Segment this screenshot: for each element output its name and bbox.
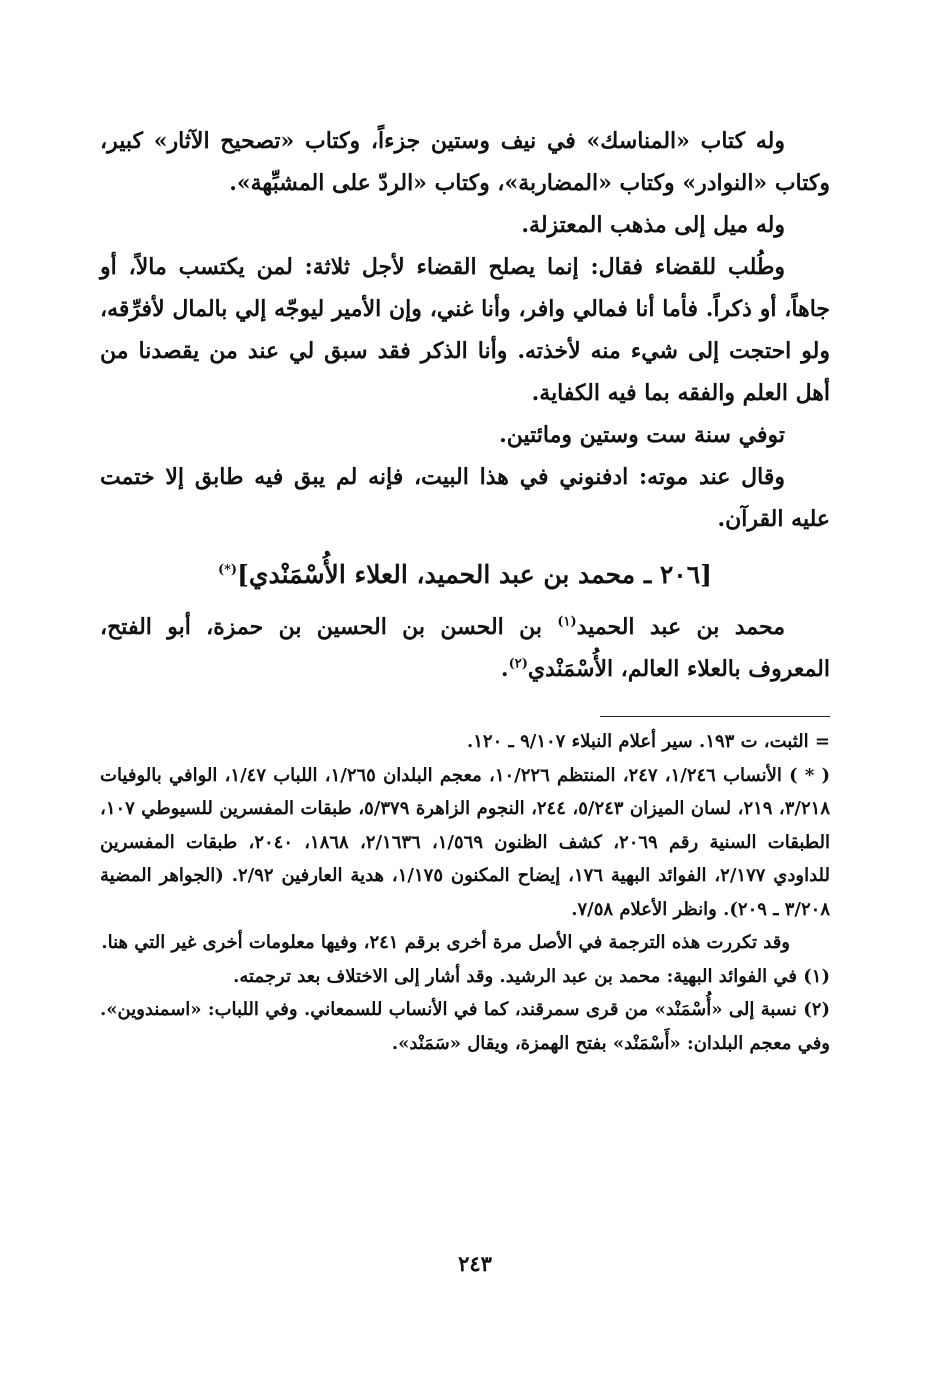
entry-heading-text: [٢٠٦ ـ محمد بن عبد الحميد، العلاء الأُسْمَنْدي] [237, 560, 713, 589]
page-content [100, 120, 830, 1060]
paragraph-books: وله كتاب «المناسك» في نيف وستين جزءاً، وكتاب «تصحيح الآثار» كبير، وكتاب «النوادر» وكتاب «المضاربة»، وكتاب «الردّ على المشبِّهة». [100, 128, 830, 196]
footnote-divider [600, 716, 830, 717]
footnote-1: (١) في الفوائد البهية: محمد بن عبد الرشيد. وقد أشار إلى الاختلاف بعد ترجمته. [233, 965, 830, 987]
paragraph-judgeship: وطُلب للقضاء فقال: إنما يصلح القضاء لأجل ثلاثة: لمن يكتسب مالاً، أو جاهاً، أو ذكراً. فأما أنا فمالي وافر، وأنا غني، وإن الأمير ليوجّه إلي بالمال لأفرِّقه، ولو احتجت إلى شيء منه لأخذته. وأنا الذكر فقد سبق لي عند من يقصدنا من أهل العلم والفقه بما فيه الكفاية. [100, 254, 830, 406]
main-text [100, 120, 830, 690]
footnote-ref-1: (١) [557, 614, 577, 630]
entry-part2: بن الحسن بن الحسين بن حمزة، أبو الفتح، المعروف بالعلاء العالم، الأُسْمَنْدي [100, 614, 830, 682]
entry-heading [100, 552, 830, 598]
paragraph-last-words: وقال عند موته: ادفنوني في هذا البيت، فإنه لم يبق فيه طابق إلا ختمت عليه القرآن. [100, 464, 830, 532]
footnote-star: ( * ) الأنساب ١/٢٤٦، ٢٤٧، المنتظم ١٠/٢٢٦، معجم البلدان ١/٢٦٥، اللباب ١/٤٧، الوافي بالوفيات ٣/٢١٨، ٢١٩، لسان الميزان ٥/٢٤٣، ٢٤٤، النجوم الزاهرة ٥/٣٧٩، طبقات المفسرين للسيوطي ١٠٧، الطبقات السنية رقم ٢٠٦٩، كشف الظنون ١/٥٦٩، ٢/١٦٣٦، ١٨٦٨، ٢٠٤٠، طبقات المفسرين للداودي ٢/١٧٧، الفوائد البهية ١٧٦، إيضاح المكنون ١/١٧٥، هدية العارفين ٢/٩٢. (الجواهر المضية ٣/٢٠٨ ـ ٢٠٩). وانظر الأعلام ٧/٥٨. [100, 764, 830, 920]
paragraph-death-year: توفي سنة ست وستين ومائتين. [499, 422, 785, 448]
entry-heading-marker: (*) [217, 562, 238, 578]
paragraph-mutazila: وله ميل إلى مذهب المعتزلة. [521, 212, 785, 238]
page-number: ٢٤٣ [458, 1251, 492, 1276]
footnote-ref-2: (٢) [508, 656, 528, 672]
entry-part1: محمد بن عبد الحميد [576, 614, 786, 640]
footnote-2: (٢) نسبة إلى «أُسْمَنْد» من قرى سمرقند، كما في الأنساب للسمعاني. وفي اللباب: «اسمندوين». وفي معجم البلدان: «أَسْمَنْد» بفتح الهمزة، ويقال «سَمَنْد». [100, 999, 830, 1054]
footnotes [100, 725, 830, 1060]
entry-paragraph [100, 606, 830, 690]
entry-part3: . [500, 656, 509, 682]
footnote-star-note: وقد تكررت هذه الترجمة في الأصل مرة أخرى برقم ٢٤١، وفيها معلومات أخرى غير التي هنا. [101, 932, 790, 953]
footnote-carryover: = الثبت، ت ١٩٣. سير أعلام النبلاء ٩/١٠٧ ـ ١٢٠. [466, 731, 830, 752]
